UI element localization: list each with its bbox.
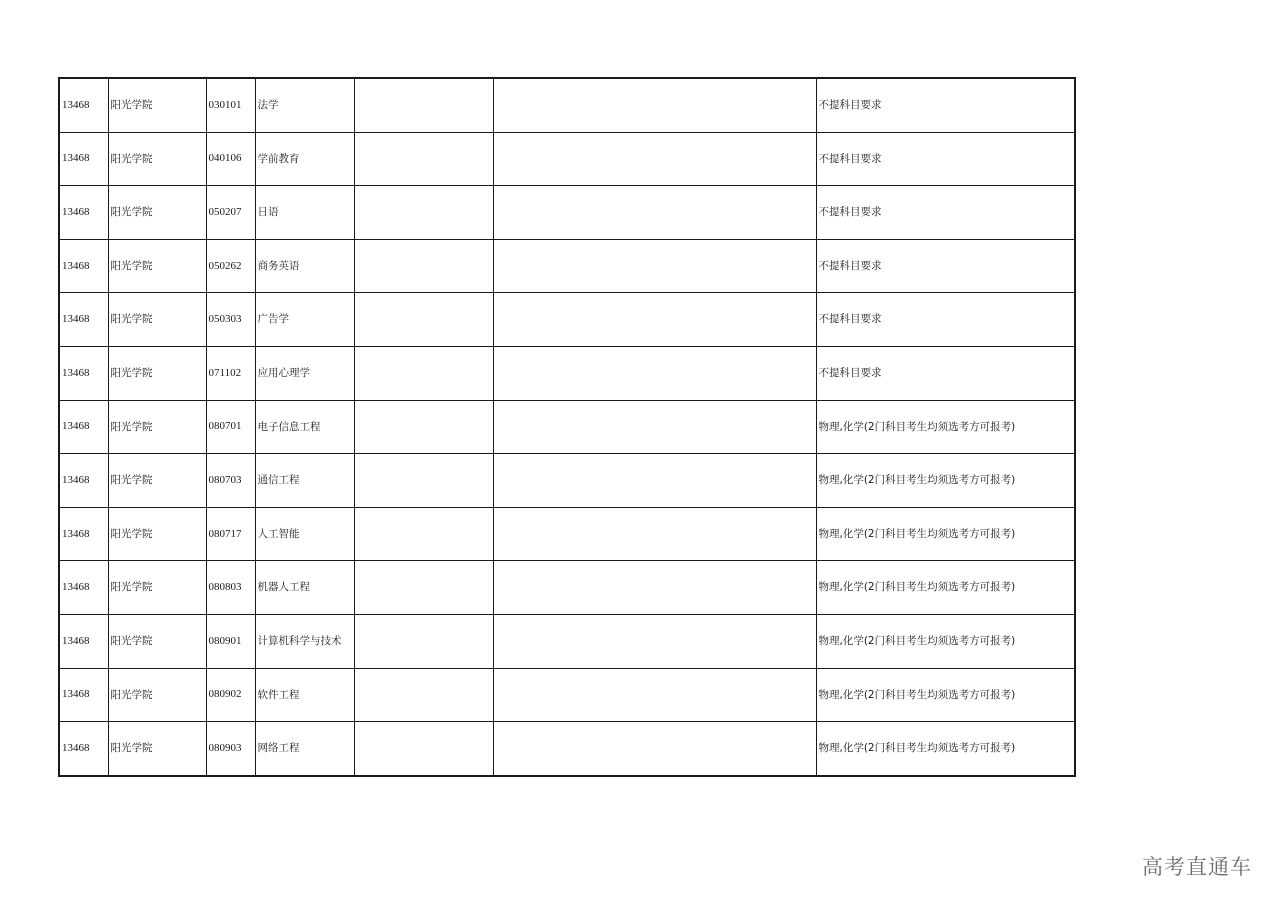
school-code-cell: 13468 bbox=[59, 132, 108, 186]
table-row bbox=[59, 722, 1075, 776]
empty-cell bbox=[354, 239, 493, 293]
major-name-cell: 电子信息工程 bbox=[255, 400, 354, 454]
empty-cell bbox=[354, 346, 493, 400]
empty-cell bbox=[354, 400, 493, 454]
school-code-cell: 13468 bbox=[59, 614, 108, 668]
major-name-cell: 广告学 bbox=[255, 293, 354, 347]
empty-cell bbox=[354, 668, 493, 722]
empty-cell bbox=[354, 614, 493, 668]
school-code-cell: 13468 bbox=[59, 400, 108, 454]
empty-cell bbox=[493, 507, 816, 561]
major-code-cell: 040106 bbox=[206, 132, 255, 186]
school-name-cell: 阳光学院 bbox=[108, 454, 206, 508]
major-code-cell: 080902 bbox=[206, 668, 255, 722]
major-code-cell: 080901 bbox=[206, 614, 255, 668]
major-name-cell: 人工智能 bbox=[255, 507, 354, 561]
empty-cell bbox=[493, 78, 816, 132]
table-row bbox=[59, 293, 1075, 347]
empty-cell bbox=[354, 722, 493, 776]
table-row bbox=[59, 454, 1075, 508]
empty-cell bbox=[493, 614, 816, 668]
major-name-cell: 日语 bbox=[255, 186, 354, 240]
major-name-cell: 学前教育 bbox=[255, 132, 354, 186]
empty-cell bbox=[493, 186, 816, 240]
school-name-cell: 阳光学院 bbox=[108, 507, 206, 561]
school-code-cell: 13468 bbox=[59, 668, 108, 722]
school-name-cell: 阳光学院 bbox=[108, 78, 206, 132]
school-code-cell: 13468 bbox=[59, 722, 108, 776]
empty-cell bbox=[354, 132, 493, 186]
empty-cell bbox=[354, 78, 493, 132]
subject-requirement-cell: 物理,化学(2门科目考生均须选考方可报考) bbox=[816, 668, 1075, 722]
major-code-cell: 080701 bbox=[206, 400, 255, 454]
major-code-cell: 071102 bbox=[206, 346, 255, 400]
empty-cell bbox=[493, 346, 816, 400]
table-row bbox=[59, 239, 1075, 293]
major-code-cell: 030101 bbox=[206, 78, 255, 132]
school-code-cell: 13468 bbox=[59, 507, 108, 561]
major-code-cell: 080717 bbox=[206, 507, 255, 561]
subject-requirement-cell: 物理,化学(2门科目考生均须选考方可报考) bbox=[816, 614, 1075, 668]
major-name-cell: 网络工程 bbox=[255, 722, 354, 776]
table-row bbox=[59, 507, 1075, 561]
school-name-cell: 阳光学院 bbox=[108, 346, 206, 400]
empty-cell bbox=[493, 239, 816, 293]
school-name-cell: 阳光学院 bbox=[108, 614, 206, 668]
school-code-cell: 13468 bbox=[59, 186, 108, 240]
major-name-cell: 机器人工程 bbox=[255, 561, 354, 615]
school-code-cell: 13468 bbox=[59, 454, 108, 508]
major-name-cell: 计算机科学与技术 bbox=[255, 614, 354, 668]
empty-cell bbox=[354, 561, 493, 615]
table-row bbox=[59, 668, 1075, 722]
table-row bbox=[59, 186, 1075, 240]
subject-requirement-cell: 物理,化学(2门科目考生均须选考方可报考) bbox=[816, 507, 1075, 561]
watermark-logo: 高考直通车 bbox=[1142, 855, 1252, 879]
school-code-cell: 13468 bbox=[59, 561, 108, 615]
major-requirements-table bbox=[58, 77, 1076, 777]
major-code-cell: 080703 bbox=[206, 454, 255, 508]
subject-requirement-cell: 不提科目要求 bbox=[816, 346, 1075, 400]
empty-cell bbox=[354, 186, 493, 240]
subject-requirement-cell: 物理,化学(2门科目考生均须选考方可报考) bbox=[816, 454, 1075, 508]
empty-cell bbox=[493, 400, 816, 454]
major-code-cell: 050303 bbox=[206, 293, 255, 347]
school-name-cell: 阳光学院 bbox=[108, 722, 206, 776]
major-code-cell: 080803 bbox=[206, 561, 255, 615]
school-name-cell: 阳光学院 bbox=[108, 668, 206, 722]
table-row bbox=[59, 346, 1075, 400]
table-row bbox=[59, 400, 1075, 454]
major-name-cell: 通信工程 bbox=[255, 454, 354, 508]
subject-requirement-cell: 物理,化学(2门科目考生均须选考方可报考) bbox=[816, 722, 1075, 776]
school-code-cell: 13468 bbox=[59, 239, 108, 293]
table-row bbox=[59, 132, 1075, 186]
major-name-cell: 商务英语 bbox=[255, 239, 354, 293]
table-row bbox=[59, 561, 1075, 615]
school-code-cell: 13468 bbox=[59, 346, 108, 400]
empty-cell bbox=[493, 722, 816, 776]
major-code-cell: 050262 bbox=[206, 239, 255, 293]
subject-requirement-cell: 不提科目要求 bbox=[816, 78, 1075, 132]
major-code-cell: 080903 bbox=[206, 722, 255, 776]
empty-cell bbox=[354, 293, 493, 347]
school-name-cell: 阳光学院 bbox=[108, 132, 206, 186]
empty-cell bbox=[354, 454, 493, 508]
school-name-cell: 阳光学院 bbox=[108, 293, 206, 347]
subject-requirement-cell: 物理,化学(2门科目考生均须选考方可报考) bbox=[816, 400, 1075, 454]
major-name-cell: 应用心理学 bbox=[255, 346, 354, 400]
major-name-cell: 软件工程 bbox=[255, 668, 354, 722]
subject-requirement-cell: 不提科目要求 bbox=[816, 239, 1075, 293]
empty-cell bbox=[354, 507, 493, 561]
subject-requirement-cell: 不提科目要求 bbox=[816, 186, 1075, 240]
major-name-cell: 法学 bbox=[255, 78, 354, 132]
empty-cell bbox=[493, 668, 816, 722]
subject-requirement-cell: 不提科目要求 bbox=[816, 293, 1075, 347]
empty-cell bbox=[493, 132, 816, 186]
table-body bbox=[59, 78, 1075, 776]
table-row bbox=[59, 78, 1075, 132]
school-name-cell: 阳光学院 bbox=[108, 186, 206, 240]
table-row bbox=[59, 614, 1075, 668]
school-name-cell: 阳光学院 bbox=[108, 561, 206, 615]
school-code-cell: 13468 bbox=[59, 78, 108, 132]
school-name-cell: 阳光学院 bbox=[108, 400, 206, 454]
subject-requirement-cell: 物理,化学(2门科目考生均须选考方可报考) bbox=[816, 561, 1075, 615]
empty-cell bbox=[493, 454, 816, 508]
empty-cell bbox=[493, 561, 816, 615]
school-code-cell: 13468 bbox=[59, 293, 108, 347]
major-code-cell: 050207 bbox=[206, 186, 255, 240]
subject-requirement-cell: 不提科目要求 bbox=[816, 132, 1075, 186]
school-name-cell: 阳光学院 bbox=[108, 239, 206, 293]
empty-cell bbox=[493, 293, 816, 347]
